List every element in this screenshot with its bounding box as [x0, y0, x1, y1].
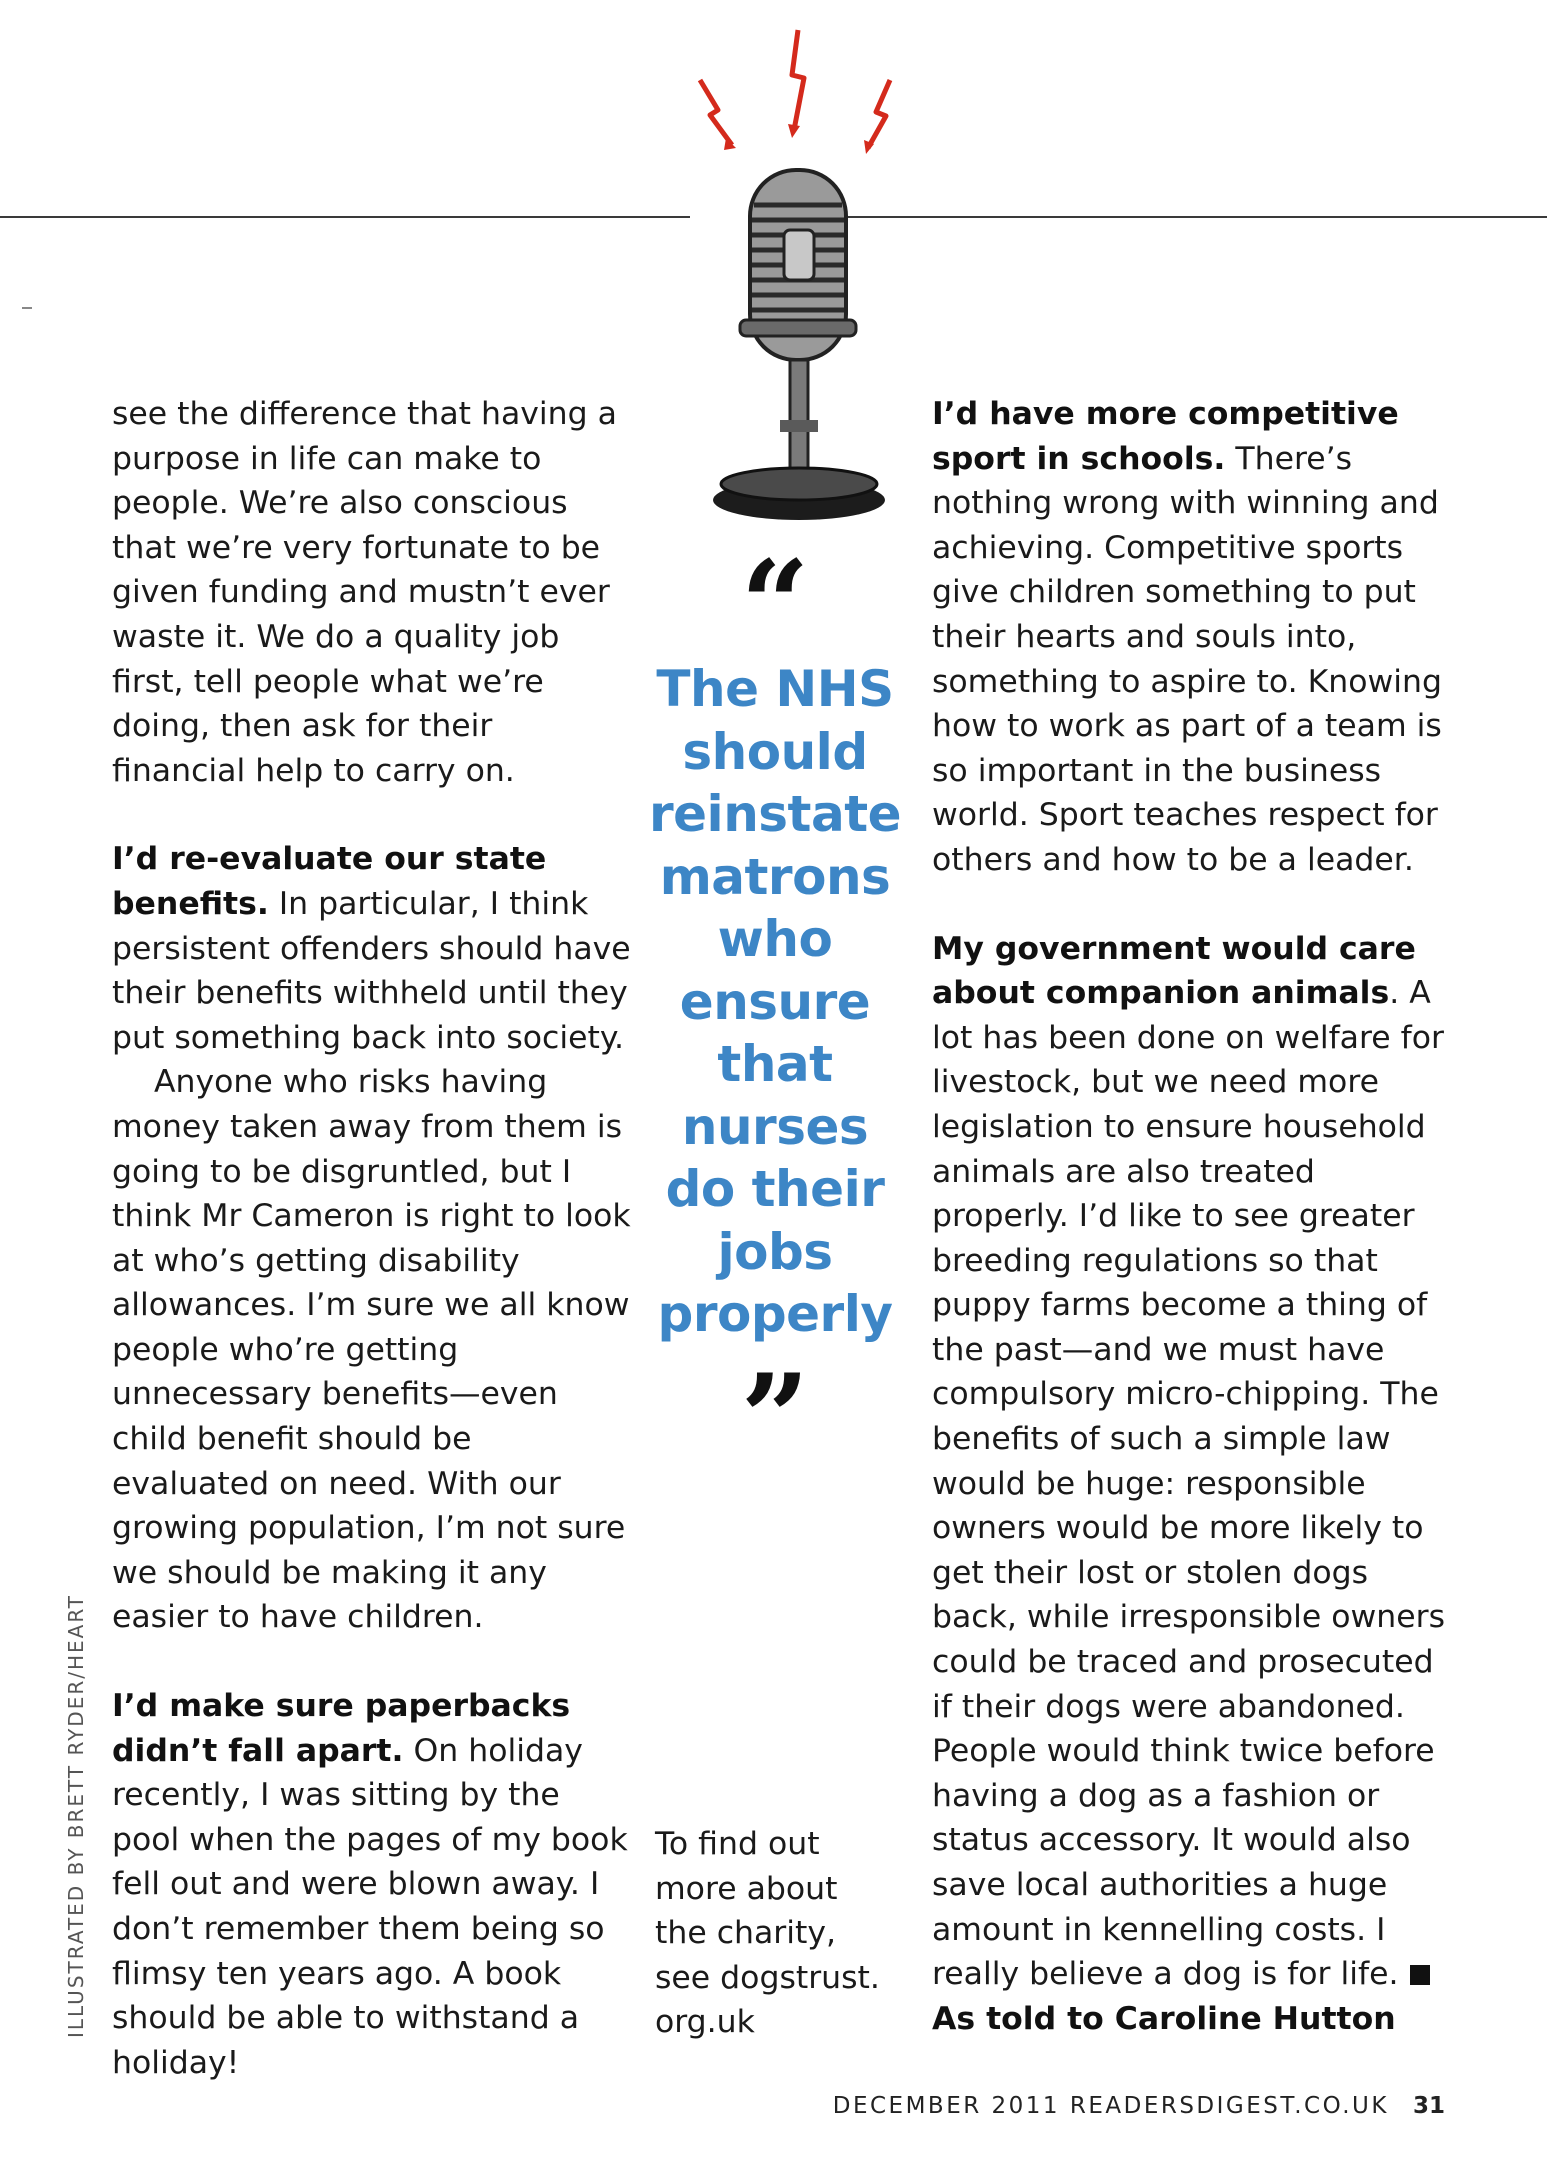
paperbacks-paragraph [112, 1684, 632, 2085]
sport-heading: I’d have more competitive sport in schools. [932, 396, 1399, 477]
close-quote-mark: ” [740, 1347, 810, 1489]
margin-tick [22, 307, 32, 309]
page-footer [833, 2093, 1445, 2119]
left-column [112, 392, 632, 2085]
charity-note [655, 1822, 885, 2045]
intro-paragraph: see the difference that having a purpose in life can make to people. We’re also conscious that we’re very fortunate to be given funding and mustn’t ever waste it. We do a quality job first, tell people what we’re doing, then ask for their financial help to carry on. [112, 396, 617, 789]
pull-quote [645, 534, 905, 1489]
paperbacks-text: On holiday recently, I was sitting by the pool when the pages of my book fell out and were blown away. I don’t remember them being so flimsy ten years ago. A book should be able to withstand a holiday! [112, 1732, 628, 2081]
animals-heading: My government would care about companion animals [932, 930, 1416, 1012]
header-rule-right [840, 216, 1547, 218]
right-column [932, 392, 1452, 2041]
benefits-heading: I’d re-evaluate our state benefits. [112, 841, 547, 922]
paperbacks-heading: I’d make sure paperbacks didn’t fall apart. [112, 1688, 571, 1769]
pull-quote-text: The NHS should reinstate matrons who ensure that nurses do their jobs properly [648, 660, 902, 1343]
benefits-paragraph [112, 837, 632, 1060]
sport-paragraph [932, 392, 1452, 883]
attribution-paragraph [932, 1997, 1452, 2042]
illustration-credit: ILLUSTRATED BY BRETT RYDER/HEART [64, 1594, 88, 2038]
benefits-paragraph-2: Anyone who risks having money taken away from them is going to be disgruntled, but I think Mr Cameron is right to look at who’s getting disability allowances. I’m sure we all know people who’re getting unnecessary benefits—even child benefit should be evaluated on need. With our growing population, I’m not sure we should be making it any easier to have children. [112, 1064, 631, 1636]
charity-note-text: To find out more about the charity, see dogstrust. org.uk [655, 1826, 880, 2041]
benefits-text: In particular, I think persistent offenders should have their benefits withheld until they put something back into society. [112, 885, 631, 1056]
attribution: As told to Caroline Hutton [932, 2000, 1396, 2037]
animals-text: . A lot has been done on welfare for livestock, but we need more legislation to ensure household animals are also treated properly. I’d like to see greater breeding regulations so that puppy farms become a thing of the past—and we must have compulsory micro-chipping. The benefits of such a simple law would be huge: responsible owners would be more likely to get their lost or stolen dogs back, while irresponsible owners could be traced and prosecuted if their dogs were abandoned. People would think twice before having a dog as a fashion or status accessory. It would also save local authorities a huge amount in kennelling costs. I really believe a dog is for life. [932, 975, 1445, 1993]
animals-paragraph [932, 927, 1452, 1997]
microphone-illustration [680, 20, 920, 540]
end-mark [1410, 1965, 1430, 1985]
page-number: 31 [1412, 2093, 1445, 2119]
sport-text: There’s nothing wrong with winning and achieving. Competitive sports give children something to put their hearts and souls into, something to aspire to. Knowing how to work as part of a team is so important in the business world. Sport teaches respect for others and how to be a leader. [932, 440, 1442, 878]
open-quote-mark: “ [740, 534, 810, 675]
footer-issue: DECEMBER 2011 READERSDIGEST.CO.UK [832, 2093, 1389, 2119]
header-rule-left [0, 216, 690, 218]
